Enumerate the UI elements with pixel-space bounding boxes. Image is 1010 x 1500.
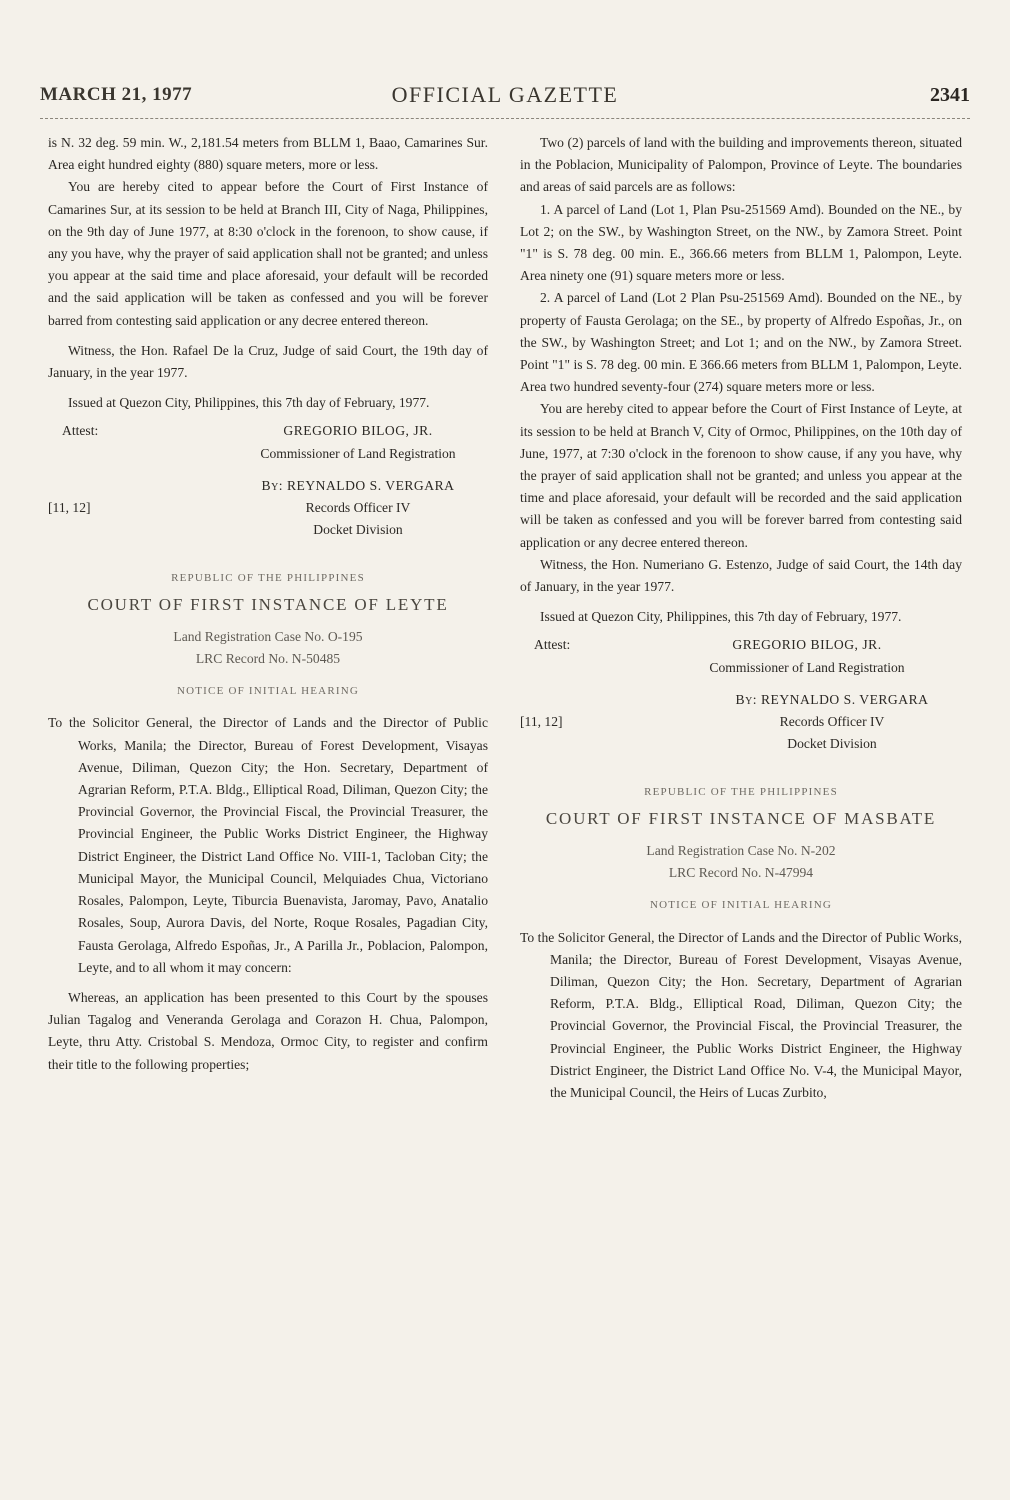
left-paragraph-1: is N. 32 deg. 59 min. W., 2,181.54 meters from BLLM 1, Baao, Camarines Sur. Area eight hundred eighty (880) square meters, more or less. xyxy=(48,135,488,173)
right-paragraph-1: Two (2) parcels of land with the building and improvements thereon, situated in the Poblacion, Municipality of Palompon, Province of Leyte. The boundaries and areas of said parcels are as follows: xyxy=(520,135,962,195)
left-addressees: To the Solicitor General, the Director of Lands and the Director of Public Works, Manila; the Director, Bureau of Forest Development, Visayas Avenue, Diliman, Quezon City; the Hon. Secretary, Department of Agrarian Reform, P.T.A. Bldg., Elliptical Road, Diliman, Quezon City; the Provincial Governor, the Provincial Fiscal, the Provincial Treasurer, the Provincial Engineer, the Public Works District Engineer, the Highway District Engineer, the District Land Office No. VIII-1, Tacloban City; the Municipal Mayor, the Municipal Council, Melquiades Chua, Victoriano Rosales, Palompon, Leyte, Tiburcia Buenavista, Jaromay, Pavo, Anatalio Rosales, Soup, Aurora Davis, del Norte, Roque Rosales, Pagadian City, Fausta Gerolaga, Alfredo Espoñas, Jr., A Parilla Jr., Poblacion, Palompon, Leyte, and to all whom it may concern: xyxy=(48,715,488,975)
left-column xyxy=(48,132,488,1076)
right-lrc-no: LRC Record No. N-47994 xyxy=(668,865,814,881)
left-attest-block xyxy=(48,420,488,464)
right-witness: Witness, the Hon. Numeriano G. Estenzo, Judge of said Court, the 14th day of January, in the year 1977. xyxy=(520,556,962,595)
left-attest-name: GREGORIO BILOG, JR. xyxy=(283,423,433,439)
right-case-no: Land Registration Case No. N-202 xyxy=(646,842,836,858)
right-attest-block xyxy=(520,634,962,678)
left-case-no: Land Registration Case No. O-195 xyxy=(173,628,363,644)
left-officer: Records Officer IV xyxy=(305,500,411,516)
left-witness: Witness, the Hon. Rafael De la Cruz, Judge of said Court, the 19th day of January, in the year 1977. xyxy=(48,342,488,381)
header-rule xyxy=(40,118,970,119)
left-issued: Issued at Quezon City, Philippines, this 7th day of February, 1977. xyxy=(68,395,430,411)
right-issued: Issued at Quezon City, Philippines, this 7th day of February, 1977. xyxy=(540,609,902,625)
header-date: MARCH 21, 1977 xyxy=(40,84,193,105)
left-republic: REPUBLIC OF THE PHILIPPINES xyxy=(171,572,365,585)
right-court-title: COURT OF FIRST INSTANCE OF MASBATE xyxy=(545,808,937,828)
right-attest-title: Commissioner of Land Registration xyxy=(709,659,905,675)
right-attest-name: GREGORIO BILOG, JR. xyxy=(732,637,882,653)
right-attest-label: Attest: xyxy=(534,637,571,653)
left-by-block xyxy=(48,475,488,542)
right-addressees: To the Solicitor General, the Director of Lands and the Director of Public Works, Manila; the Director, Bureau of Forest Development, Visayas Avenue, Diliman, Quezon City; the Hon. Secretary, Department of Agrarian Reform, P.T.A. Bldg., Elliptical Road, Diliman, Quezon City; the Provincial Governor, the Provincial Fiscal, the Provincial Treasurer, the Provincial Engineer, the Public Works District Engineer, the Highway District Engineer, the District Land Office No. V-4, the Municipal Mayor, the Municipal Council, the Heirs of Lucas Zurbito, xyxy=(520,929,962,1100)
right-parcel-2: 2. A parcel of Land (Lot 2 Plan Psu-251569 Amd). Bounded on the NE., by property of Fausta Gerolaga; on the SE., by property of Alfredo Espoñas, Jr., on the SW., by Washington Street; and Lot 1; and on the NW., by Zamora Street. Point "1" is S. 78 deg. 00 min. E 366.66 meters from BLLM 1, Palompon, Leyte. Area two hundred seventy-four (274) square meters more or less. xyxy=(520,290,962,395)
left-court-title: COURT OF FIRST INSTANCE OF LEYTE xyxy=(87,594,449,614)
right-parcel-1: 1. A parcel of Land (Lot 1, Plan Psu-251569 Amd). Bounded on the NE., by Lot 2; on the SW., by Washington Street, on the NW., by Zamora Street. Point "1" is S. 78 deg. 00 min. E., 366.66 meters from BLLM 1, Palompon, Leyte. Area ninety one (91) square meters more or less. xyxy=(520,201,962,284)
right-column xyxy=(520,132,962,1104)
left-notice-heading: NOTICE OF INITIAL HEARING xyxy=(176,685,360,698)
left-ref: [11, 12] xyxy=(48,499,91,515)
left-lrc-no: LRC Record No. N-50485 xyxy=(195,651,341,667)
left-division: Docket Division xyxy=(313,522,403,538)
right-division: Docket Division xyxy=(787,736,877,752)
right-by-line: By: REYNALDO S. VERGARA xyxy=(735,691,929,707)
right-republic: REPUBLIC OF THE PHILIPPINES xyxy=(644,786,838,799)
right-officer: Records Officer IV xyxy=(779,714,885,730)
left-by-line: By: REYNALDO S. VERGARA xyxy=(261,477,455,493)
left-whereas: Whereas, an application has been presented to this Court by the spouses Julian Tagalog and Veneranda Gerolaga and Corazon H. Chua, Palompon, Leyte, thru Atty. Cristobal S. Mendoza, Ormoc City, to register and confirm their title to the following properties; xyxy=(48,989,488,1072)
page-number: 2341 xyxy=(930,84,970,106)
left-paragraph-2: You are hereby cited to appear before the Court of First Instance of Camarines Sur, at its session to be held at Branch III, City of Naga, Philippines, on the 9th day of June 1977, at 8:30 o'clock in the forenoon, to show cause, if any you have, why the prayer of said application shall not be granted; and unless you appear at the said time and place aforesaid, your default will be recorded and the said application will be taken as confessed and you will be forever barred from contesting said application or any decree entered thereon. xyxy=(48,179,488,328)
right-notice-heading: NOTICE OF INITIAL HEARING xyxy=(649,899,833,912)
left-attest-label: Attest: xyxy=(62,423,99,439)
page-header xyxy=(40,80,970,120)
left-attest-title: Commissioner of Land Registration xyxy=(260,445,456,461)
right-ref: [11, 12] xyxy=(520,713,563,729)
header-title: OFFICIAL GAZETTE xyxy=(391,82,619,107)
right-citation: You are hereby cited to appear before the Court of First Instance of Leyte, at its session to be held at Branch V, City of Ormoc, Philippines, on the 10th day of June, 1977, at 7:30 o'clock in the forenoon to show cause, if any you have, why the prayer of said application shall not be granted; and unless you appear at the time and place aforesaid, your default will be recorded and the said application will be taken as confessed and you will be forever barred from contesting said application or any decree entered thereon. xyxy=(520,401,962,550)
right-by-block xyxy=(520,689,962,756)
